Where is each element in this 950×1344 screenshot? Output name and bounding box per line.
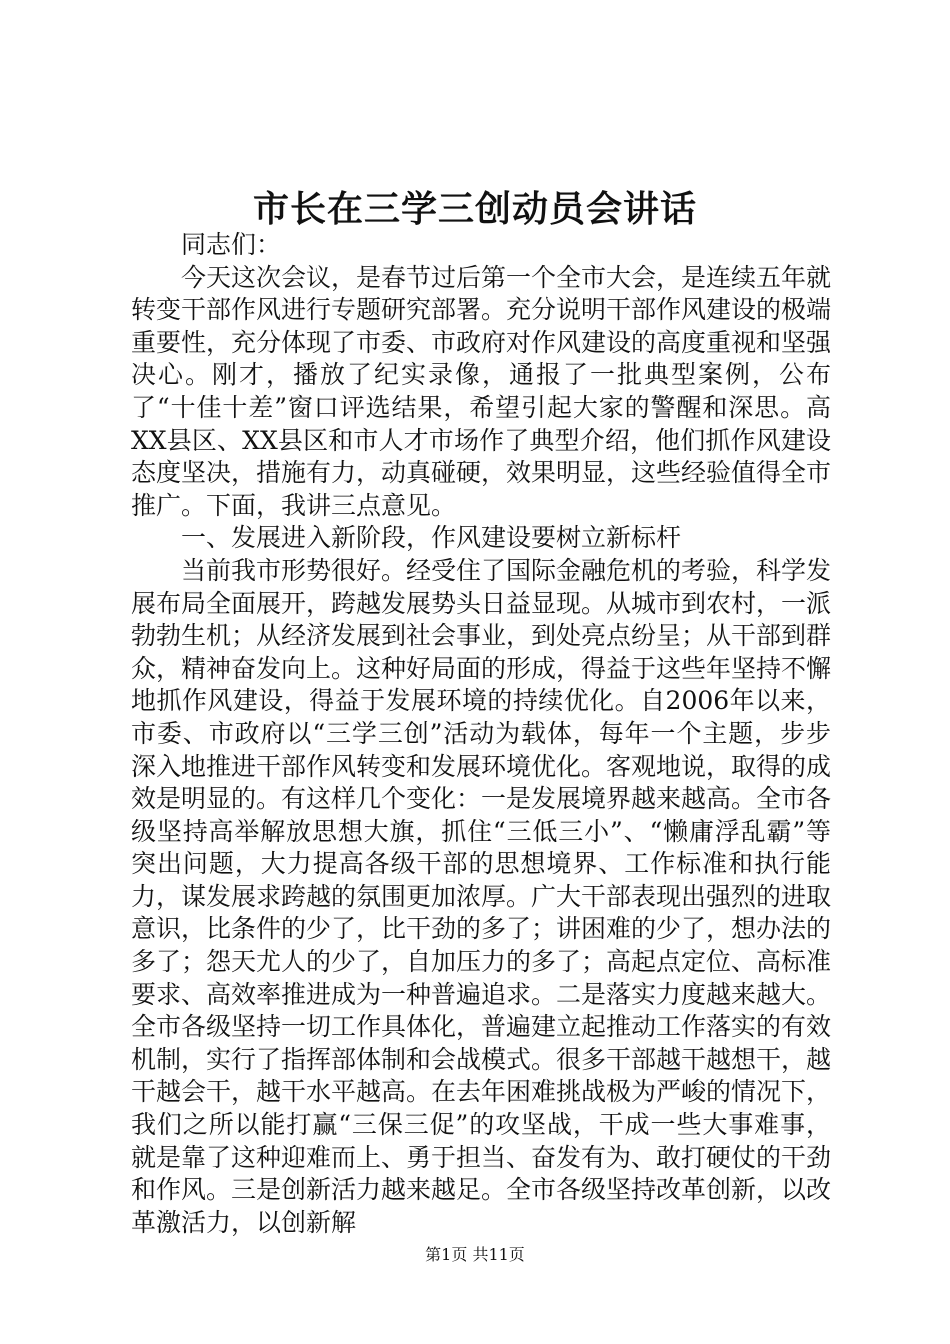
document-body <box>131 229 831 1239</box>
body-paragraph: 当前我市形势很好。经受住了国际金融危机的考验，科学发展布局全面展开，跨越发展势头日益显现。从城市到农村，一派勃勃生机；从经济发展到社会事业，到处亮点纷呈；从干部到群众，精神奋发向上。这种好局面的形成，得益于这些年坚持不懈地抓作风建设，得益于发展环境的持续优化。自2006年以来，市委、市政府以“三学三创”活动为载体，每年一个主题，步步深入地推进干部作风转变和发展环境优化。客观地说，取得的成效是明显的。有这样几个变化：一是发展境界越来越高。全市各级坚持高举解放思想大旗，抓住“三低三小”、“懒庸浮乱霸”等突出问题，大力提高各级干部的思想境界、工作标准和执行能力，谋发展求跨越的氛围更加浓厚。广大干部表现出强烈的进取意识，比条件的少了，比干劲的多了；讲困难的少了，想办法的多了；怨天尤人的少了，自加压力的多了；高起点定位、高标准要求、高效率推进成为一种普遍追求。二是落实力度越来越大。全市各级坚持一切工作具体化，普遍建立起推动工作落实的有效机制，实行了指挥部体制和会战模式。很多干部越干越想干，越干越会干，越干水平越高。在去年困难挑战极为严峻的情况下，我们之所以能打赢“三保三促”的攻坚战，干成一些大事难事，就是靠了这种迎难而上、勇于担当、奋发有为、敢打硬仗的干劲和作风。三是创新活力越来越足。全市各级坚持改革创新，以改革激活力，以创新解 <box>131 555 832 1237</box>
page-footer: 第1页 共11页 <box>425 1245 525 1264</box>
salutation-paragraph: 同志们： <box>181 230 282 259</box>
section-heading: 一、发展进入新阶段，作风建设要树立新标杆 <box>181 523 682 553</box>
document-title: 市长在三学三创动员会讲话 <box>252 188 697 230</box>
intro-paragraph: 今天这次会议，是春节过后第一个全市大会，是连续五年就转变干部作风进行专题研究部署。充分说明干部作风建设的极端重要性，充分体现了市委、市政府对作风建设的高度重视和坚强决心。刚才，播放了纪实录像，通报了一批典型案例，公布了“十佳十差”窗口评选结果，希望引起大家的警醒和深思。高XX县区、XX县区和市人才市场作了典型介绍，他们抓作风建设态度坚决，措施有力，动真碰硬，效果明显，这些经验值得全市推广。下面，我讲三点意见。 <box>131 262 832 520</box>
